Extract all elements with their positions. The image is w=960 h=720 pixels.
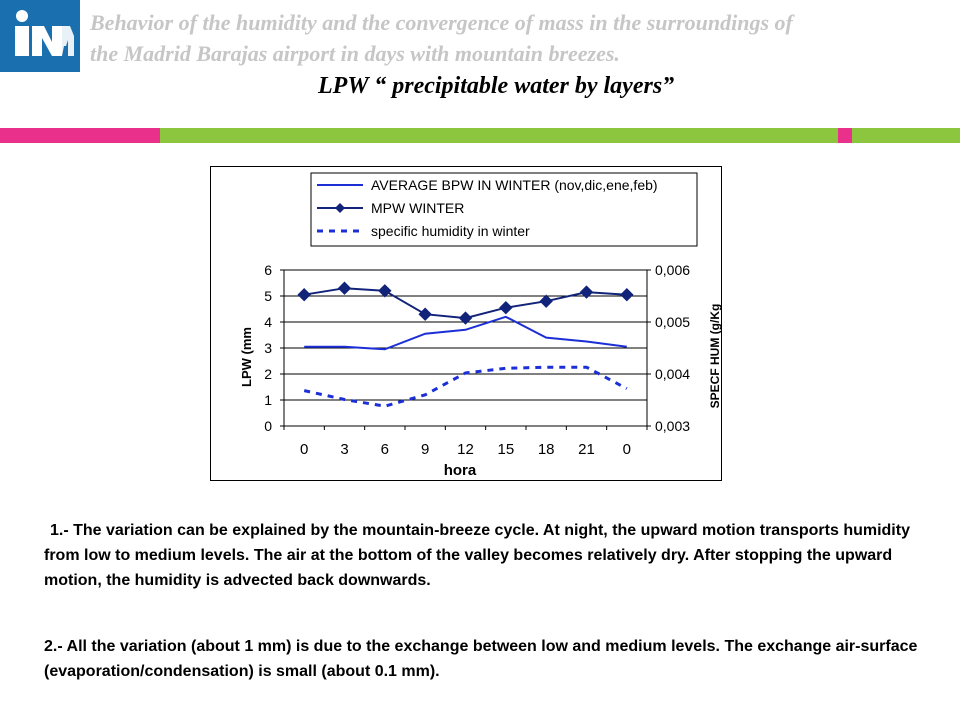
y-tick-label-2: 2 [264,366,272,382]
inm-logo-icon [0,0,80,72]
band-segment-green-end [852,128,960,143]
legend-label-2: specific humidity in winter [371,223,530,239]
x-tick-label-8: 0 [622,441,632,458]
chart-svg [210,166,722,481]
x-tick-label-7: 21 [578,441,595,458]
legend-label-0: AVERAGE BPW IN WINTER (nov,dic,ene,feb) [371,177,658,193]
y-tick-label-5: 5 [264,288,272,304]
x-tick-label-4: 12 [457,441,474,458]
y2-tick-label-0: 0,003 [655,418,691,434]
decorative-band [0,128,960,143]
note-paragraph-1: 1.- The variation can be explained by the mountain-breeze cycle. At night, the upward motion transports humidity from low to medium levels. The air at the bottom of the valley becomes relatively dry. After stopping the upward motion, the humidity is advected back downwards. [44,522,910,589]
band-segment-pink-small [838,128,852,143]
lpw-chart [210,166,722,481]
y2-tick-label-1: 0,004 [655,366,691,382]
x-tick-label-3: 9 [420,441,430,458]
y-tick-label-1: 1 [264,392,272,408]
y-tick-label-4: 4 [264,314,272,330]
y-axis-label: LPW (mm [239,327,254,387]
x-tick-label-5: 15 [497,441,515,458]
x-tick-label-0: 0 [299,441,309,458]
band-segment-green [160,128,838,143]
title-line-2: the Madrid Barajas airport in days with mountain breezes. [90,41,620,66]
band-segment-pink [0,128,160,143]
y-tick-label-6: 6 [264,262,272,278]
legend-label-1: MPW WINTER [371,200,465,216]
y2-tick-label-2: 0,005 [655,314,691,330]
x-tick-label-2: 6 [380,441,390,458]
legend [311,173,697,246]
y2-tick-label-3: 0,006 [655,262,691,278]
note-paragraph-2: 2.- All the variation (about 1 mm) is due to the exchange between low and medium levels. The exchange air-surface (evaporation/condensation) is small (about 0.1 mm). [44,638,918,680]
x-axis-label: hora [443,462,477,479]
y-tick-label-3: 3 [264,340,272,356]
x-tick-label-6: 18 [537,441,555,458]
y2-axis-label: SPECF HUM (g/Kg [708,303,722,409]
inm-logo [0,0,80,72]
title-line-1: Behavior of the humidity and the convergence of mass in the surroundings of [90,10,793,35]
page-subtitle: LPW “ precipitable water by layers” [318,73,675,99]
x-tick-label-1: 3 [340,441,349,458]
y-tick-label-0: 0 [264,418,272,434]
